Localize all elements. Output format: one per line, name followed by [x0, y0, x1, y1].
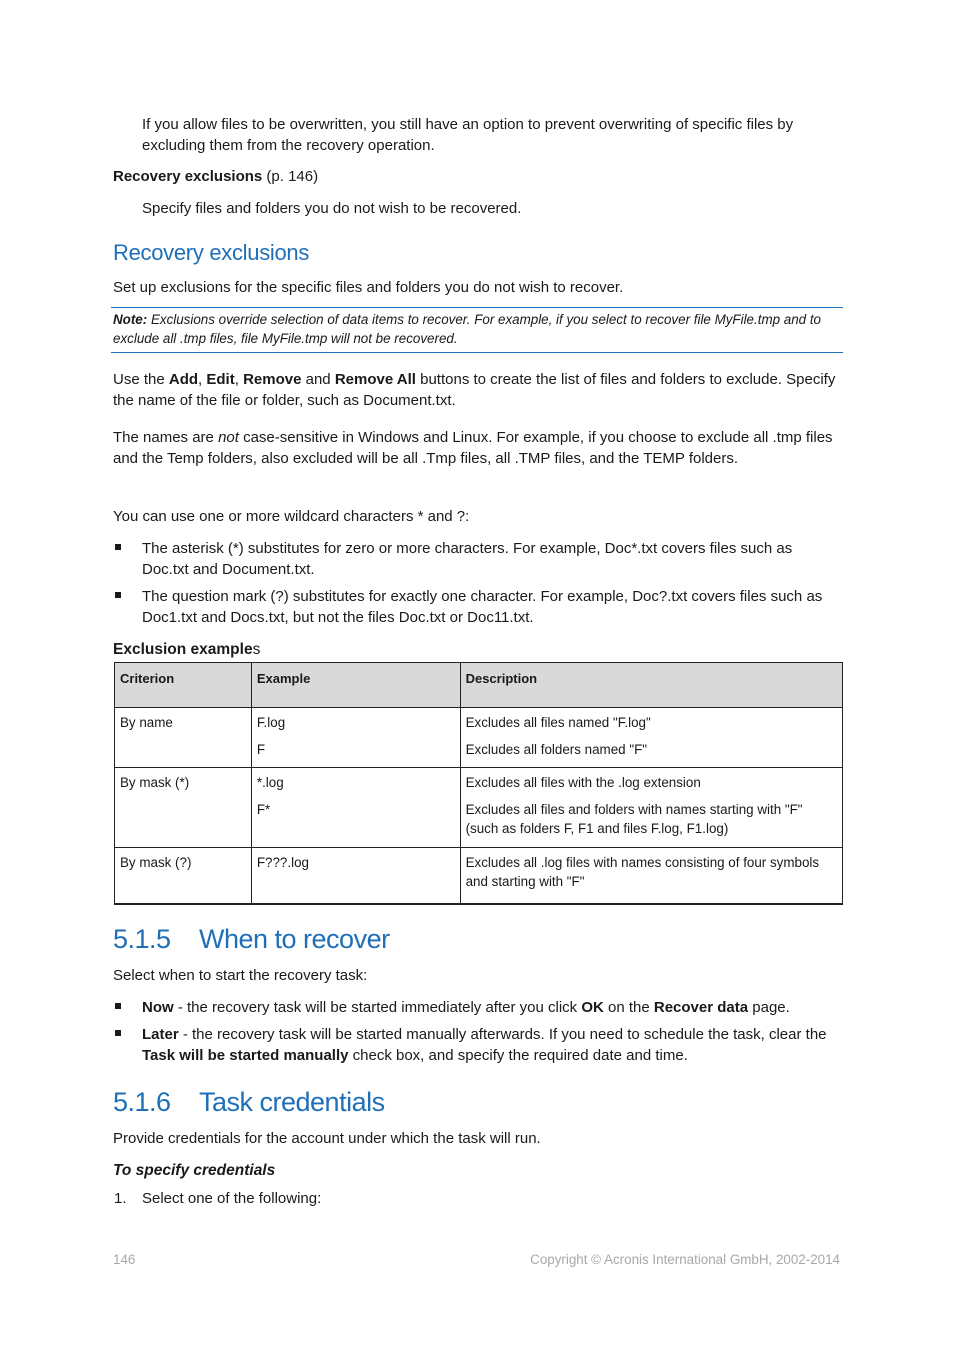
example-value: F???.log: [256, 855, 309, 870]
note-box: [111, 307, 843, 353]
text-span: check box, and specify the required date and time.: [348, 1047, 688, 1064]
exclusion-examples-title: [113, 639, 843, 660]
example-value: F*: [256, 802, 271, 817]
text-span: ,: [234, 371, 244, 388]
note-text: Exclusions override selection of data items to recover. For example, if you select to recover file MyFile.tmp and to exclude all .tmp files, file MyFile.tmp will not be recovered.: [113, 312, 822, 346]
table-row: [115, 768, 843, 848]
table-row: [115, 848, 843, 904]
example-cell: [251, 848, 460, 904]
table-header-row: [115, 663, 843, 708]
exclusions-link-line: [113, 166, 843, 187]
criterion-cell: By name: [115, 708, 252, 768]
section-number: 5.1.6: [113, 1087, 171, 1117]
procedure-subheading: To specify credentials: [113, 1162, 276, 1179]
setup-paragraph: Set up exclusions for the specific files and folders you do not wish to recover.: [113, 279, 624, 296]
text-span: case-sensitive in Windows and Linux. For example, if you choose to exclude all .tmp files and the Temp folders, also excluded will be all .Tmp files, all .TMP files, and the TEMP folders.: [113, 429, 833, 467]
recover-data-term: Recover data: [653, 999, 749, 1016]
not-emphasis: not: [218, 429, 239, 446]
text-span: - the recovery task will be started manually afterwards. If you need to schedule the task, clear the: [178, 1026, 827, 1043]
description-cell: [460, 768, 842, 848]
text-span: page.: [748, 999, 790, 1016]
text-span: ,: [198, 371, 207, 388]
when-intro: Select when to start the recovery task:: [113, 967, 368, 984]
case-sensitivity-paragraph: [113, 427, 843, 469]
description-cell: [460, 708, 842, 768]
table-row: [115, 708, 843, 768]
description-value: Excludes all files named "F.log": [465, 715, 651, 730]
task-credentials-heading: [113, 1087, 843, 1118]
example-cell: [251, 708, 460, 768]
text-span: on the: [603, 999, 654, 1016]
note-label: Note:: [113, 312, 148, 327]
text-span: and: [301, 371, 335, 388]
page-number: 146: [113, 1252, 136, 1267]
buttons-paragraph: [113, 369, 843, 411]
description-value: Excludes all folders named "F": [465, 742, 648, 757]
example-cell: [251, 768, 460, 848]
title-bold: Exclusion example: [113, 641, 253, 658]
header-criterion: Criterion: [115, 663, 252, 708]
header-example: Example: [251, 663, 460, 708]
exclusions-link[interactable]: Recovery exclusions: [113, 168, 263, 185]
question-mark-bullet: The question mark (?) substitutes for exactly one character. For example, Doc?.txt covers files such as Doc1.txt and Docs.txt, but not the files Doc.txt or Doc11.txt.: [142, 588, 823, 626]
exclusion-examples-table: [114, 662, 843, 905]
section-title: Task credentials: [199, 1087, 385, 1117]
text-span: Use the: [113, 371, 169, 388]
text-span: - the recovery task will be started immediately after you click: [173, 999, 582, 1016]
step-text: Select one of the following:: [142, 1190, 322, 1207]
example-value: F: [256, 742, 266, 757]
criterion-cell: By mask (*): [115, 768, 252, 848]
text-span: The names are: [113, 429, 219, 446]
description-cell: [460, 848, 842, 904]
when-to-recover-heading: [113, 924, 843, 955]
checkbox-term: Task will be started manually: [142, 1047, 349, 1064]
wildcard-paragraph: You can use one or more wildcard characters * and ?:: [113, 508, 470, 525]
section-title: When to recover: [199, 924, 390, 954]
example-value: F.log: [256, 715, 286, 730]
remove-all-term: Remove All: [334, 371, 416, 388]
credentials-intro: Provide credentials for the account under which the task will run.: [113, 1130, 541, 1147]
later-bullet: [142, 1024, 842, 1066]
title-tail: s: [252, 641, 261, 658]
ok-term: OK: [581, 999, 604, 1016]
section-number: 5.1.5: [113, 924, 171, 954]
bullet-marker: [115, 544, 121, 550]
page-reference: (p. 146): [262, 168, 319, 185]
description-value: Excludes all files and folders with names starting with "F" (such as folders F, F1 and files F.log, F1.log): [465, 802, 803, 836]
description-value: Excludes all .log files with names consisting of four symbols and starting with "F": [465, 855, 820, 889]
overwrite-paragraph: If you allow files to be overwritten, you still have an option to prevent overwriting of specific files by excluding them from the recovery operation.: [142, 116, 794, 154]
step-number: 1.: [114, 1190, 127, 1207]
later-term: Later: [142, 1026, 179, 1043]
edit-term: Edit: [206, 371, 235, 388]
asterisk-bullet: The asterisk (*) substitutes for zero or more characters. For example, Doc*.txt covers files such as Doc.txt and Document.txt.: [142, 540, 793, 578]
remove-term: Remove: [243, 371, 302, 388]
header-description: Description: [460, 663, 842, 708]
bullet-marker: [115, 1003, 121, 1009]
description-value: Excludes all files with the .log extension: [465, 775, 701, 790]
copyright: Copyright © Acronis International GmbH, 2002-2014: [530, 1252, 840, 1267]
add-term: Add: [168, 371, 199, 388]
criterion-cell: By mask (?): [115, 848, 252, 904]
example-value: *.log: [256, 775, 284, 790]
exclusions-link-description: Specify files and folders you do not wish to be recovered.: [142, 200, 522, 217]
now-bullet: [142, 997, 842, 1018]
recovery-exclusions-heading: Recovery exclusions: [113, 240, 310, 265]
text-span: buttons to create the list of files and folders to exclude. Specify the name of the file or folder, such as Document.txt.: [113, 371, 836, 409]
bullet-marker: [115, 592, 121, 598]
now-term: Now: [142, 999, 174, 1016]
bullet-marker: [115, 1030, 121, 1036]
